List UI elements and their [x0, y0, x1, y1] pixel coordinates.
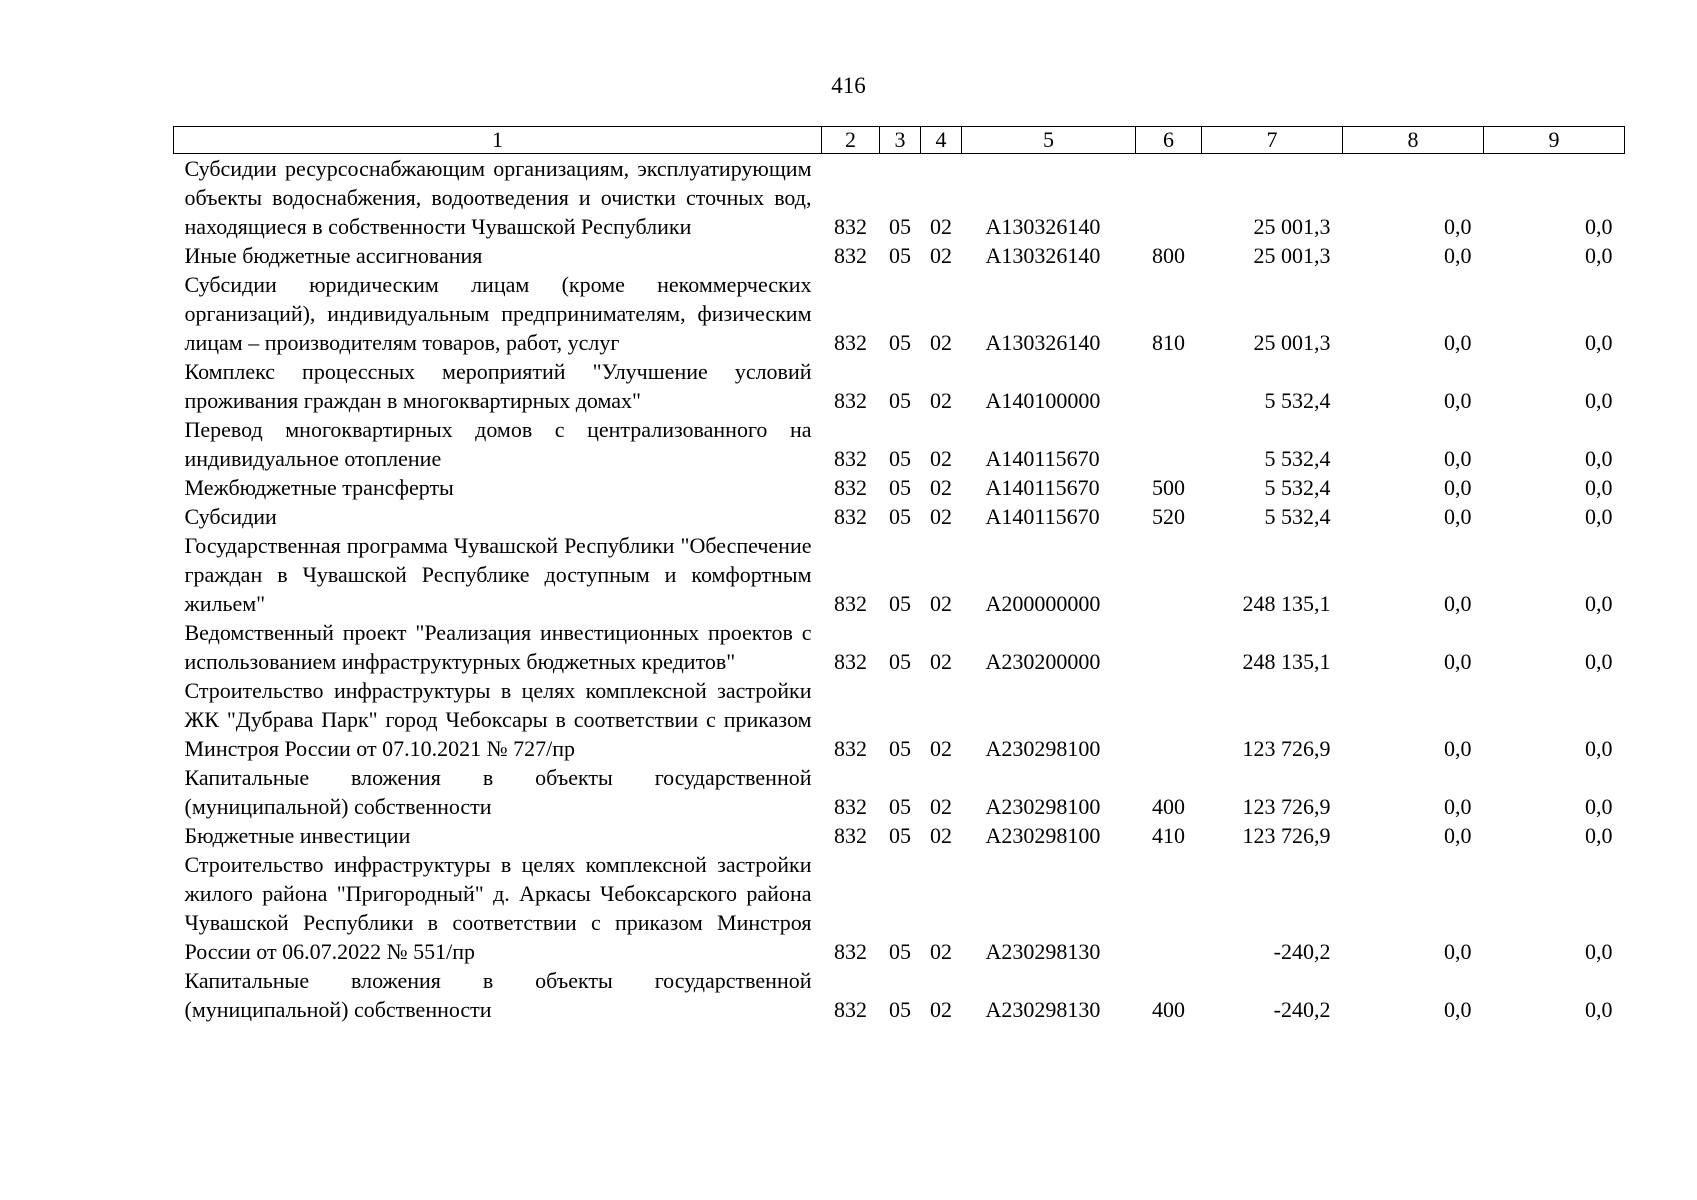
row-name: Ведомственный проект "Реализация инвестиционных проектов с использованием инфраструктурных бюджетных кредитов" — [184, 620, 812, 674]
row-subsection-code: 02 — [930, 446, 952, 471]
row-target-article: А230298130 — [985, 997, 1101, 1022]
table-row — [174, 415, 1625, 473]
row-name: Субсидии ресурсоснабжающим организациям, эксплуатирующим объекты водоснабжения, водоотведения и очистки сточных вод, находящиеся в собственности Чувашской Республики — [184, 156, 812, 239]
header-col-2: 2 — [822, 127, 880, 154]
row-section-code: 05 — [889, 504, 911, 529]
row-amount-col8: 0,0 — [1444, 997, 1472, 1022]
row-expense-type — [1136, 357, 1202, 415]
row-section-code: 05 — [889, 997, 911, 1022]
row-name: Иные бюджетные ассигнования — [184, 243, 483, 268]
row-expense-type: 520 — [1152, 504, 1185, 529]
page-number: 416 — [831, 73, 866, 98]
row-target-article: А130326140 — [985, 330, 1101, 355]
table-row — [174, 270, 1625, 357]
row-amount-col9: 0,0 — [1585, 388, 1613, 413]
row-expense-type — [1136, 415, 1202, 473]
table-row — [174, 763, 1625, 821]
row-expense-type: 410 — [1152, 823, 1185, 848]
row-expense-type — [1136, 850, 1202, 966]
table-row — [174, 154, 1625, 242]
table-row — [174, 821, 1625, 850]
row-amount-col9: 0,0 — [1585, 997, 1613, 1022]
row-section-code: 05 — [889, 475, 911, 500]
budget-table — [173, 126, 1625, 1024]
table-row — [174, 618, 1625, 676]
header-col-9: 9 — [1484, 127, 1625, 154]
row-amount-col8: 0,0 — [1444, 591, 1472, 616]
header-col-5: 5 — [962, 127, 1136, 154]
row-amount-col8: 0,0 — [1444, 823, 1472, 848]
row-expense-type: 500 — [1152, 475, 1185, 500]
row-amount-col7: 5 532,4 — [1264, 388, 1331, 413]
row-name: Капитальные вложения в объекты государственной (муниципальной) собственности — [184, 968, 812, 1022]
row-amount-col7: 123 726,9 — [1242, 794, 1331, 819]
row-amount-col9: 0,0 — [1585, 736, 1613, 761]
row-subsection-code: 02 — [930, 823, 952, 848]
row-section-code: 05 — [889, 214, 911, 239]
table-row — [174, 357, 1625, 415]
row-subsection-code: 02 — [930, 388, 952, 413]
row-target-article: А230298100 — [985, 794, 1101, 819]
row-amount-col8: 0,0 — [1444, 794, 1472, 819]
table-row — [174, 676, 1625, 763]
row-subsection-code: 02 — [930, 591, 952, 616]
row-section-code: 05 — [889, 388, 911, 413]
row-name: Государственная программа Чувашской Республики "Обеспечение граждан в Чувашской Республике доступным и комфортным жильем" — [184, 533, 812, 616]
header-col-8: 8 — [1343, 127, 1484, 154]
table-row — [174, 502, 1625, 531]
row-name: Строительство инфраструктуры в целях комплексной застройки жилого района "Пригородный" д. Аркасы Чебоксарского района Чувашской Республики в соответствии с приказом Минстроя России от 06.07.2022 № 551/пр — [184, 852, 812, 964]
row-target-article: А200000000 — [985, 591, 1101, 616]
row-amount-col8: 0,0 — [1444, 939, 1472, 964]
row-ministry-code: 832 — [834, 446, 867, 471]
row-amount-col9: 0,0 — [1585, 591, 1613, 616]
row-section-code: 05 — [889, 823, 911, 848]
row-amount-col7: 5 532,4 — [1264, 504, 1331, 529]
row-subsection-code: 02 — [930, 504, 952, 529]
row-target-article: А140100000 — [985, 388, 1101, 413]
row-amount-col7: 25 001,3 — [1253, 214, 1331, 239]
row-amount-col8: 0,0 — [1444, 504, 1472, 529]
table-body — [174, 154, 1625, 1025]
header-row — [174, 127, 1625, 154]
row-amount-col9: 0,0 — [1585, 446, 1613, 471]
row-amount-col9: 0,0 — [1585, 475, 1613, 500]
row-name: Субсидии — [184, 504, 277, 529]
row-amount-col7: 5 532,4 — [1264, 475, 1331, 500]
row-ministry-code: 832 — [834, 243, 867, 268]
row-expense-type: 810 — [1152, 330, 1185, 355]
table-row — [174, 966, 1625, 1024]
row-name: Строительство инфраструктуры в целях комплексной застройки ЖК "Дубрава Парк" город Чебоксары в соответствии с приказом Минстроя России от 07.10.2021 № 727/пр — [184, 678, 812, 761]
row-target-article: А130326140 — [985, 243, 1101, 268]
table-row — [174, 850, 1625, 966]
row-expense-type — [1136, 531, 1202, 618]
row-target-article: А230298130 — [985, 939, 1101, 964]
row-amount-col8: 0,0 — [1444, 475, 1472, 500]
row-amount-col7: 5 532,4 — [1264, 446, 1331, 471]
row-subsection-code: 02 — [930, 649, 952, 674]
row-section-code: 05 — [889, 794, 911, 819]
row-amount-col7: 248 135,1 — [1242, 591, 1331, 616]
row-section-code: 05 — [889, 649, 911, 674]
row-expense-type: 800 — [1152, 243, 1185, 268]
row-amount-col7: 248 135,1 — [1242, 649, 1331, 674]
row-expense-type — [1136, 154, 1202, 242]
row-amount-col9: 0,0 — [1585, 794, 1613, 819]
row-expense-type: 400 — [1152, 997, 1185, 1022]
row-target-article: А230200000 — [985, 649, 1101, 674]
row-amount-col7: 123 726,9 — [1242, 823, 1331, 848]
row-amount-col7: -240,2 — [1273, 997, 1331, 1022]
row-ministry-code: 832 — [834, 330, 867, 355]
row-subsection-code: 02 — [930, 214, 952, 239]
header-col-4: 4 — [921, 127, 962, 154]
row-amount-col7: 123 726,9 — [1242, 736, 1331, 761]
row-subsection-code: 02 — [930, 475, 952, 500]
row-expense-type: 400 — [1152, 794, 1185, 819]
row-target-article: А140115670 — [985, 504, 1100, 529]
row-amount-col8: 0,0 — [1444, 736, 1472, 761]
row-subsection-code: 02 — [930, 997, 952, 1022]
row-amount-col8: 0,0 — [1444, 649, 1472, 674]
row-ministry-code: 832 — [834, 794, 867, 819]
row-expense-type — [1136, 676, 1202, 763]
row-name: Субсидии юридическим лицам (кроме некоммерческих организаций), индивидуальным предпринимателям, физическим лицам – производителям товаров, работ, услуг — [184, 272, 812, 355]
row-amount-col9: 0,0 — [1585, 214, 1613, 239]
row-subsection-code: 02 — [930, 243, 952, 268]
row-amount-col9: 0,0 — [1585, 649, 1613, 674]
row-target-article: А140115670 — [985, 446, 1100, 471]
row-subsection-code: 02 — [930, 330, 952, 355]
header-col-1: 1 — [174, 127, 822, 154]
row-name: Бюджетные инвестиции — [184, 823, 411, 848]
row-target-article: А130326140 — [985, 214, 1101, 239]
row-section-code: 05 — [889, 446, 911, 471]
row-amount-col9: 0,0 — [1585, 823, 1613, 848]
row-amount-col8: 0,0 — [1444, 214, 1472, 239]
row-amount-col9: 0,0 — [1585, 939, 1613, 964]
table-row — [174, 473, 1625, 502]
row-ministry-code: 832 — [834, 388, 867, 413]
row-ministry-code: 832 — [834, 997, 867, 1022]
row-amount-col7: 25 001,3 — [1253, 330, 1331, 355]
header-col-6: 6 — [1136, 127, 1202, 154]
header-col-3: 3 — [880, 127, 921, 154]
row-ministry-code: 832 — [834, 939, 867, 964]
row-section-code: 05 — [889, 591, 911, 616]
row-amount-col9: 0,0 — [1585, 504, 1613, 529]
row-name: Перевод многоквартирных домов с централизованного на индивидуальное отопление — [184, 417, 812, 471]
row-ministry-code: 832 — [834, 591, 867, 616]
row-amount-col9: 0,0 — [1585, 243, 1613, 268]
row-expense-type — [1136, 618, 1202, 676]
row-section-code: 05 — [889, 736, 911, 761]
row-ministry-code: 832 — [834, 823, 867, 848]
row-ministry-code: 832 — [834, 736, 867, 761]
row-subsection-code: 02 — [930, 939, 952, 964]
table-row — [174, 531, 1625, 618]
row-ministry-code: 832 — [834, 649, 867, 674]
row-name: Комплекс процессных мероприятий "Улучшение условий проживания граждан в многоквартирных домах" — [184, 359, 812, 413]
row-ministry-code: 832 — [834, 214, 867, 239]
table-row — [174, 241, 1625, 270]
row-ministry-code: 832 — [834, 504, 867, 529]
row-amount-col8: 0,0 — [1444, 446, 1472, 471]
row-target-article: А140115670 — [985, 475, 1100, 500]
row-name: Межбюджетные трансферты — [184, 475, 454, 500]
row-amount-col9: 0,0 — [1585, 330, 1613, 355]
row-subsection-code: 02 — [930, 736, 952, 761]
row-amount-col8: 0,0 — [1444, 388, 1472, 413]
row-name: Капитальные вложения в объекты государственной (муниципальной) собственности — [184, 765, 812, 819]
row-target-article: А230298100 — [985, 736, 1101, 761]
row-amount-col7: -240,2 — [1273, 939, 1331, 964]
row-ministry-code: 832 — [834, 475, 867, 500]
row-section-code: 05 — [889, 330, 911, 355]
row-subsection-code: 02 — [930, 794, 952, 819]
row-amount-col8: 0,0 — [1444, 243, 1472, 268]
row-amount-col8: 0,0 — [1444, 330, 1472, 355]
row-amount-col7: 25 001,3 — [1253, 243, 1331, 268]
header-col-7: 7 — [1202, 127, 1343, 154]
row-section-code: 05 — [889, 243, 911, 268]
row-target-article: А230298100 — [985, 823, 1101, 848]
row-section-code: 05 — [889, 939, 911, 964]
